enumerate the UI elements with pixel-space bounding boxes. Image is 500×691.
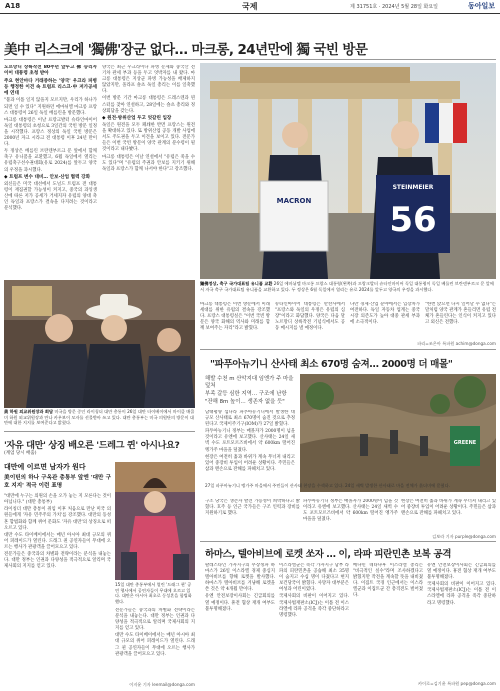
story4-col-1 [205,563,275,687]
story2-subhead-2: 부족 갈등 심한 지역… 구조에 난항 [205,391,287,397]
story1-section-mark: ◆ 원전·방위산업 두고 엇갈린 입장 [102,115,172,121]
story1-paragraph: 두 정상은 베를린 브란덴부르크 문 앞에서 함께 축구 유니폼을 교환했고, 6월 독일에서 열리는 유럽축구선수권대회(유로 2024)를 앞두고 양국의 우정을 과시했다. [4,149,97,173]
story2-paragraph: 현장은 여전히 흙과 바위가 계속 무너져 내리고 있어 중장비 투입이 어려운 상황이다. 주민들은 삽과 맨손으로 잔해를 파헤치고 있다. [401,499,496,517]
story1-headline: 美中 리스크에 '獨佛'장군 없다… 마크롱, 24년만에 獨 국빈 방문 [4,42,368,58]
story2-photo [300,374,496,492]
story1-subhead-2: 주요 현안마다 거래중하는 '양국' 우크라 파병 등 행정한 이견 속 트럼프 리스크·中 저가공세에 연대 [4,78,97,97]
story1-paragraph: 독일은 원전을 모두 폐쇄한 반면 프랑스는 원전을 확대하고 있다. 또 방위산업 공동 개발 사업에서도 주도권을 두고 이견을 보이고 있다. 전문가들은 이번 국빈 방문이 양국 관계의 분수령이 될 것이라고 내다봤다. [102,123,195,153]
story4-byline: 카이로=김기윤 특파원 pep@donga.com [417,681,496,686]
newspaper-name: 동아일보 [467,1,495,10]
caption-text: 26일 에마뉘엘 마크롱 프랑스 대통령(왼쪽)과 프랑크발터 슈타인마이어 독일 대통령이 독일 베를린 브란덴부르크 문 앞에서 자국 축구 국가대표팀 유니폼을 교환하고 있다. 두 정상은 6월 독일에서 열리는 유로 2024를 앞두고 양국의 우정을 과시했다. [200,281,494,292]
section-title: 국제 [242,2,258,11]
story3-paragraph: 라이칭더 대만 총통이 취임 이후 처음으로 만난 미국 의원들에게 '자유 민주주의 가치'를 강조했다. 대만의 동성혼 합법화와 함께 퀴어 문화도 '자유 대만'의 상징으로 떠오르고 있다. [4,507,111,531]
story1-photo [200,63,496,279]
story2-bottom-col-1 [205,499,300,539]
story4-paragraph: 베냐민 네타냐후 이스라엘 총리는 "비극적인 실수"라며 조사하겠다고 밝혔지만 작전을 계속할 뜻을 내비쳤다. 이집트 국경 인근에서는 이스라엘군과 이집트군 간 총격전도 벌어졌다. [353,563,423,599]
story3-paragraph: 대만 수도 타이베이에서는 매년 아시아 최대 규모의 퀴어 퍼레이드가 열린다. 드래그 퀸 공연자들이 무대에 오르는 행사가 관광객을 끌어모으고 있다. [115,633,195,657]
story4-paragraph: 국제사회의 비판이 이어지고 있다. 국제사법재판소(ICJ)는 이틀 전 이스라엘에 라파 공격을 즉각 중단하라고 명령했다. [427,582,496,606]
issue-meta: 제 31751호 · 2024년 5월 28일 화요일 [350,4,438,10]
story3-kicker-2: 美이틴의 하나 구옥관 총통부 앞엔 '대만 구호 지지' 적극 이런 표명 [4,475,111,489]
caption-title: 獨佛정상, 축구 국가대표팀 유니폼 교환 [200,281,273,286]
story3-photo2-caption: 15일 대만 총통부에서 열린 '드래그 퀸' 공연 행사에서 공연자들이 무대에 오르고 있다. 대만은 아시아 최초로 동성혼을 합법화했다. [115,582,192,604]
story4-paragraph: 팔레스타인 가자지구의 무장정파 하마스가 26일 이스라엘 경제 중심지 텔아비브를 향해 로켓을 발사했다. 하마스가 텔아비브를 겨냥해 로켓을 쏜 것은 약 4개월 만이다. [205,563,275,593]
story1-bottom-col-2 [275,302,345,346]
story2-paragraph: 구조 당국은 생존자 발견 가능성이 희박하다고 밝혔다. 호주 등 인근 국가들은 구조 인력과 장비를 지원하기로 했다. [205,499,300,517]
story4-paragraph: 이스라엘군은 즉각 가자지구 남부 라파의 피란민촌을 공습해 최소 35명이 숨지고 수십 명이 다쳤다고 현지 보건당국이 밝혔다. 사망자 대부분은 여성과 어린이였다. [279,563,349,593]
story2-paragraph: 파푸아뉴기니 정부는 매몰자가 2000명이 넘을 것이라고 유엔에 보고했다. 산사태는 24일 새벽 수도 포트모르즈비에서 약 600km 떨어진 엥가주 마을을 덮쳤다. [303,499,398,523]
story4-col-2 [279,563,349,687]
story2-headline: "파푸아뉴기니 산사태 최소 670명 숨져… 2000명 더 매몰" [210,359,453,370]
story1-bottom-col-1 [200,302,270,346]
story4-col-3 [353,563,423,687]
divider [200,349,496,350]
story1-paragraph: "한번 앉으면 다시 일어날 수 없다"는 말처럼 양국 관계가 흔들리면 유럽 전체가 흔들린다는 인식이 커지고 있다고 외신은 전했다. [425,302,496,326]
story2-bottom-col-2 [303,499,398,539]
story1-paragraph: 다만 경제·산업 분야에서는 입장차가 여전하다. 독일 자동차 업계는 중국 시장 의존도가 높아 대중 관세 부과에 소극적이다. [350,302,420,326]
story1-paragraph: 마크롱 대통령은 이날 프랑크발터 슈타인마이어 독일 대통령의 초청으로 3일간의 국빈 방문 일정을 시작했다. 프랑스 정상의 독일 국빈 방문은 2000년 자크 시라크 전 대통령 이후 24년 만이다. [4,117,97,148]
story3-paragraph: 전문가들은 중국과의 차별화 전략이라는 분석을 내놓는다. 대만 정부는 인권과 다양성을 적극적으로 알리며 국제사회의 지지를 얻고 있다. [115,608,195,632]
story4-headline: 하마스, 텔아비브에 로켓 쏘자 … 이, 라파 피란민촌 보복 공격 [205,549,452,560]
story2-byline: 김보라 기자 purple@donga.com [432,534,496,539]
story3-subhead: (계엄 당시 배출) [4,451,37,456]
story1-subhead-1: 노르망디 상륙작전 80주년 앞두고 佛 승리자이어 대통령 초청 받아 [4,65,97,77]
story2-paragraph: 남태평양 섬나라 파푸아뉴기니에서 발생한 대규모 산사태로 최소 670명이 숨진 것으로 추정된다고 국제이주기구(IOM)가 27일 밝혔다. [205,410,295,428]
story1-left-column [4,65,97,275]
page-number: A18 [5,2,21,10]
story1-section-mark: ◆ 트럼프 변수 대비… 안보·산업 협력 강화 [4,174,91,180]
story3-paragraph: 전문가들은 중국과의 차별화 전략이라는 분석을 내놓는다. 대만 정부는 인권과 다양성을 적극적으로 알리며 국제사회의 지지를 얻고 있다. [4,552,111,570]
story1-paragraph: 외신들은 미국 대선에서 도널드 트럼프 전 대통령이 재집권할 가능성이 커지고, 중국의 과잉생산에 따른 저가 공세가 거세지자 유럽의 양대 축인 독일과 프랑스가 결속을 다지려는 것이라고 분석했다. [4,181,97,212]
story2-subhead-3: "잔해 8m 높이… 생존자 없을 듯" [205,399,285,405]
landslide-photo [300,374,496,492]
story3-headline: '자유 대만' 상징 배오른 '드레그 퀸' 아시나요? [4,440,180,451]
story4-paragraph: 유엔 안전보장이사회는 긴급회의를 열 예정이다. 휴전 협상 재개 여부도 불투명해졌다. [427,563,496,581]
jersey-name-right: STEINMEIER [392,184,434,191]
story1-paragraph: 양국은 최근 우크라이나 파병 문제와 중국산 전기차 관세 부과 등을 두고 엇박자를 내 왔다. 마크롱 대통령은 지상군 파병 가능성을 배제하지 않았지만, 올라프 숄츠 독일 총리는 이를 일축했다. [102,65,195,95]
divider [4,59,496,60]
jersey-name-left: MACRON [276,197,312,205]
cowboy-hat-photo [4,280,195,408]
story1-bottom-col-4 [425,302,496,340]
story1-photo-caption [200,281,496,300]
divider [4,431,195,432]
story2-paragraph: 파푸아뉴기니 정부는 매몰자가 2000명이 넘을 것이라고 유엔에 보고했다. 산사태는 24일 새벽 수도 포트모르즈비에서 약 600km 떨어진 엥가주 마을을 덮쳤다. [205,429,295,453]
caption-text: 미국을 방문 중인 라이칭더 대만 총통이 26일 대만 타이베이에서 마이클 매콜 미 하원 외교위원장과 만나 카우보이 모자를 선물받아 쓰고 있다. 대만 총통부는 미국 의원단의 방문이 대만에 대한 지지를 보여준다고 밝혔다. [4,409,195,426]
story3-kicker: 대만에 이르면 남자가 원다 [4,463,86,471]
story1-paragraph: 슈타인마이어 대통령은 만찬사에서 "프랑스와 독일의 우정은 유럽의 심장"이라고 화답했다. 양국은 다음 달 노르망디 상륙작전 기념식에서도 공동 메시지를 낼 예정이다. [275,302,345,332]
story3-photo-caption [4,409,195,429]
story1-paragraph: "불과 이틀 일지 않을지 모르지만, 우리가 하나가 되면 일 수 있다" 지원하던 에마뉘엘 마크롱 프랑스 대통령이 26일 독일 베를린을 방문했다. [4,98,97,116]
story2-column [205,410,295,480]
story1-paragraph: 마크롱 대통령은 이번 방문에서 미래 세대를 위한 유럽의 결속을 강조했다. 프랑스 대통령실은 "이번 국빈 방문은 양국 화해의 역사와 미래를 함께 보여주는 자리"라고 밝혔다. [200,302,270,332]
story3-paragraph: 대만 수도 타이베이에서는 매년 아시아 최대 규모의 퀴어 퍼레이드가 열린다. 드래그 퀸 공연자들이 무대에 오르는 행사가 관광객을 끌어모으고 있다. [4,532,111,550]
story3-paragraph: "대만에 누구는 의원의 손을 오가 놓는 지 모른다는 것이 아닙니다." (대만 총통부) [4,494,111,506]
story1-byline: 파리=조은아 특파원 achim@donga.com [417,341,496,346]
story2-paragraph: 현장은 여전히 흙과 바위가 계속 무너져 내리고 있어 중장비 투입이 어려운 상황이다. 주민들은 삽과 맨손으로 잔해를 파헤치고 있다. [205,454,295,472]
divider [200,541,496,542]
story1-paragraph: 이번 방문 기간 마크롱 대통령은 드레스덴과 뮌스터를 찾아 연설하고, 28일에는 숄츠 총리와 정상회담을 갖는다. [102,96,195,114]
story3-column-2 [115,608,195,682]
story4-col-4 [427,563,496,679]
drag-queen-photo [115,462,195,580]
svg-text:GREENE: GREENE [453,440,477,446]
story3-photo [4,280,195,408]
story3-byline: 이지윤 기자 leemail@donga.com [129,682,195,687]
story3-column [4,462,111,688]
story4-paragraph: 유엔 안전보장이사회는 긴급회의를 열 예정이다. 휴전 협상 재개 여부도 불투명해졌다. [205,594,275,612]
story1-paragraph: 마크롱 대통령은 이날 연설에서 "유럽은 죽을 수도 있다"며 "유럽의 주권과 안보를 지키기 위해 독일과 프랑스가 함께 나서야 한다"고 강조했다. [102,154,195,172]
story4-paragraph: 국제사회의 비판이 이어지고 있다. 국제사법재판소(ICJ)는 이틀 전 이스라엘에 라파 공격을 즉각 중단하라고 명령했다. [279,594,349,618]
story1-bottom-col-3 [350,302,420,346]
masthead-bar [0,0,500,14]
caption-title: 美 하원 외교위원장과 회담 [4,409,54,414]
jersey-number: 56 [389,200,437,240]
story3-photo-2 [115,462,195,580]
brandenburg-jersey-photo [200,63,496,279]
story1-mid-column [102,65,195,275]
story2-photo-caption: 27일 파푸아뉴기니 엥가주 마을에서 주민들이 산사태 현장을 수색하고 있다. 24일 새벽 발생한 산사태로 마을 전체가 흙더미에 묻혔다. [205,483,450,488]
story2-bottom-col-3 [401,499,496,533]
story2-subhead-1: 해발 수천 m 산악지대 임엔가 주 마을 덮쳐 [205,376,294,390]
